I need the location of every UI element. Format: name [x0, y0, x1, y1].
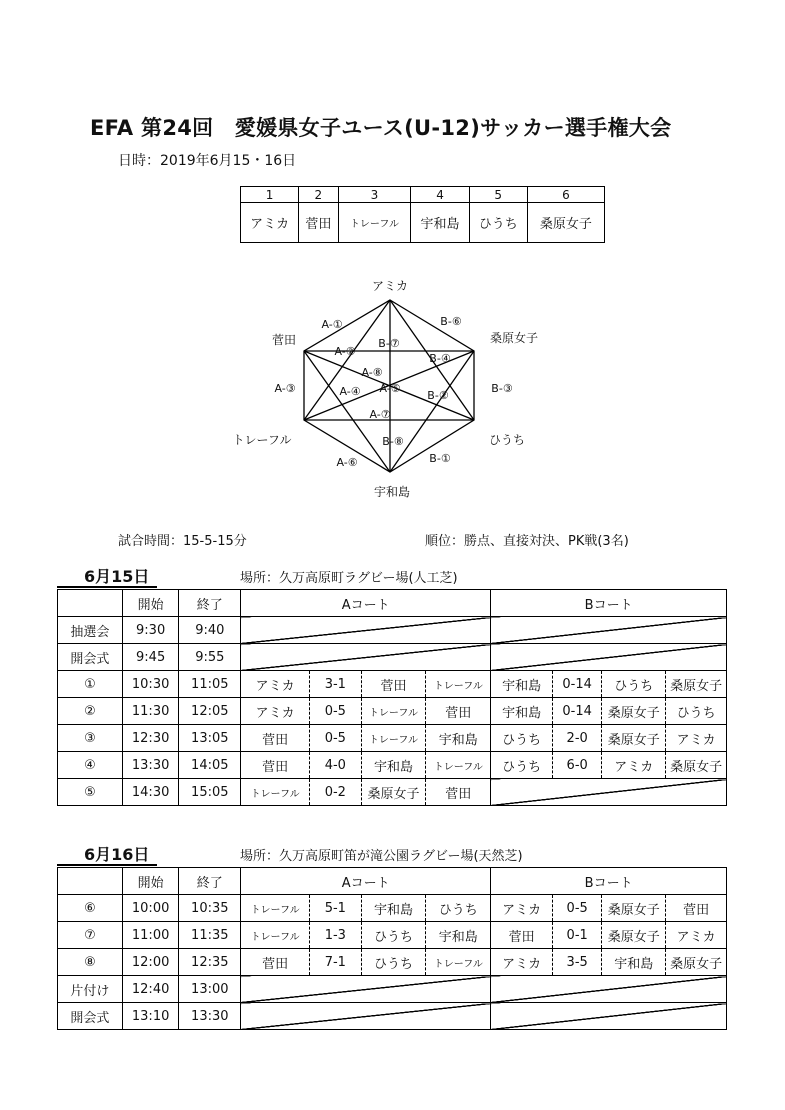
event-label: 抽選会	[58, 617, 123, 644]
diagram-match-label: A-⑧	[361, 366, 383, 379]
start-time: 9:45	[122, 644, 179, 671]
day2-venue: 場所：久万高原町笛が滝公園ラグビー場(天然芝)	[240, 849, 523, 864]
away-team: 宇和島	[361, 895, 426, 922]
diagram-match-label: A-⑦	[369, 408, 391, 421]
home-team: トレーフル	[241, 779, 310, 806]
day2-date-underline	[57, 864, 157, 866]
referee-team: ひうち	[426, 895, 491, 922]
home-team: 菅田	[241, 752, 310, 779]
home-team: ひうち	[491, 725, 553, 752]
home-team: アミカ	[491, 949, 553, 976]
table-row	[58, 976, 727, 1003]
diagram-match-label: A-⑥	[336, 456, 358, 469]
start-time: 12:40	[122, 976, 179, 1003]
empty-slash-cell	[491, 644, 727, 671]
table-row	[58, 698, 727, 725]
score: 5-1	[310, 895, 361, 922]
header-cell	[58, 590, 123, 617]
score: 0-1	[552, 922, 601, 949]
table-row	[58, 644, 727, 671]
score: 7-1	[310, 949, 361, 976]
score: 0-14	[552, 671, 601, 698]
team-number: 4	[411, 187, 469, 203]
empty-slash-cell	[241, 617, 491, 644]
referee-team: 菅田	[666, 895, 727, 922]
end-time: 11:05	[179, 671, 241, 698]
diagram-match-label: A-④	[339, 385, 361, 398]
start-time: 10:30	[122, 671, 179, 698]
diagram-team: 宇和島	[373, 485, 411, 499]
start-time: 14:30	[122, 779, 179, 806]
diagram-match-label: B-③	[491, 382, 513, 395]
diagram-match-label: A-③	[274, 382, 296, 395]
table-row	[58, 671, 727, 698]
header-start: 開始	[122, 590, 179, 617]
diagram-team: ひうち	[488, 433, 526, 447]
start-time: 11:00	[122, 922, 179, 949]
day1-date-underline	[57, 586, 157, 588]
away-team: 菅田	[361, 671, 426, 698]
diagram-match-label: A-②	[334, 345, 356, 358]
score: 3-5	[552, 949, 601, 976]
team-name: ひうち	[469, 203, 527, 243]
diagram-team: トレーフル	[232, 433, 292, 447]
diagram-match-label: B-⑦	[378, 337, 400, 350]
referee-team: 宇和島	[426, 922, 491, 949]
home-team: 宇和島	[491, 671, 553, 698]
table-row	[58, 779, 727, 806]
empty-slash-cell	[491, 617, 727, 644]
table-row	[58, 617, 727, 644]
end-time: 12:05	[179, 698, 241, 725]
score: 4-0	[310, 752, 361, 779]
table-row	[58, 725, 727, 752]
page-title: EFA 第24回 愛媛県女子ユース(U-12)サッカー選手権大会	[90, 116, 672, 140]
away-team: ひうち	[361, 949, 426, 976]
score: 3-1	[310, 671, 361, 698]
team-list-table	[240, 186, 605, 243]
away-team: トレーフル	[361, 725, 426, 752]
day1-venue: 場所：久万高原町ラグビー場(人工芝)	[240, 571, 458, 586]
home-team: ひうち	[491, 752, 553, 779]
match-number: ⑧	[58, 949, 123, 976]
referee-team: ひうち	[666, 698, 727, 725]
diagram-match-label: B-①	[429, 452, 451, 465]
table-row	[58, 752, 727, 779]
referee-team: 桑原女子	[666, 671, 727, 698]
league-diagram	[220, 272, 560, 507]
header-b-court: Bコート	[491, 868, 727, 895]
start-time: 12:00	[122, 949, 179, 976]
referee-team: 菅田	[426, 779, 491, 806]
diagram-team: 菅田	[271, 333, 297, 347]
diagram-team: 桑原女子	[489, 331, 539, 345]
table-header-row	[58, 868, 727, 895]
team-name: 桑原女子	[527, 203, 604, 243]
away-team: 桑原女子	[602, 698, 666, 725]
home-team: アミカ	[241, 671, 310, 698]
end-time: 15:05	[179, 779, 241, 806]
away-team: ひうち	[361, 922, 426, 949]
match-number: ③	[58, 725, 123, 752]
empty-slash-cell	[241, 976, 491, 1003]
referee-team: 菅田	[426, 698, 491, 725]
away-team: アミカ	[602, 752, 666, 779]
home-team: 菅田	[241, 725, 310, 752]
match-number: ④	[58, 752, 123, 779]
team-name: トレーフル	[338, 203, 411, 243]
event-label: 開会式	[58, 1003, 123, 1030]
start-time: 11:30	[122, 698, 179, 725]
team-number: 5	[469, 187, 527, 203]
day1-schedule-table	[57, 589, 727, 806]
home-team: 菅田	[491, 922, 553, 949]
empty-slash-cell	[241, 1003, 491, 1030]
start-time: 9:30	[122, 617, 179, 644]
home-team: 菅田	[241, 949, 310, 976]
away-team: トレーフル	[361, 698, 426, 725]
start-time: 10:00	[122, 895, 179, 922]
header-start: 開始	[122, 868, 179, 895]
start-time: 12:30	[122, 725, 179, 752]
header-end: 終了	[179, 590, 241, 617]
event-label: 開会式	[58, 644, 123, 671]
diagram-match-label: B-④	[429, 352, 451, 365]
end-time: 13:00	[179, 976, 241, 1003]
team-name: アミカ	[241, 203, 299, 243]
match-number: ⑦	[58, 922, 123, 949]
diagram-match-label: B-⑧	[382, 435, 404, 448]
match-number: ②	[58, 698, 123, 725]
end-time: 9:40	[179, 617, 241, 644]
header-a-court: Aコート	[241, 868, 491, 895]
table-row	[58, 895, 727, 922]
diagram-team: アミカ	[371, 279, 409, 293]
diagram-match-label: B-⑥	[440, 315, 462, 328]
match-number: ⑥	[58, 895, 123, 922]
home-team: 宇和島	[491, 698, 553, 725]
event-label: 片付け	[58, 976, 123, 1003]
end-time: 10:35	[179, 895, 241, 922]
referee-team: トレーフル	[426, 949, 491, 976]
header-end: 終了	[179, 868, 241, 895]
team-number: 1	[241, 187, 299, 203]
end-time: 13:30	[179, 1003, 241, 1030]
event-date: 日時：2019年6月15・16日	[118, 153, 297, 169]
match-number: ⑤	[58, 779, 123, 806]
away-team: 宇和島	[361, 752, 426, 779]
match-time-info: 試合時間：15-5-15分	[118, 534, 247, 549]
score: 0-5	[552, 895, 601, 922]
team-number: 2	[299, 187, 338, 203]
home-team: アミカ	[241, 698, 310, 725]
home-team: トレーフル	[241, 922, 310, 949]
score: 1-3	[310, 922, 361, 949]
team-name: 菅田	[299, 203, 338, 243]
referee-team: トレーフル	[426, 671, 491, 698]
empty-slash-cell	[241, 644, 491, 671]
empty-slash-cell	[491, 1003, 727, 1030]
score: 0-2	[310, 779, 361, 806]
end-time: 9:55	[179, 644, 241, 671]
score: 2-0	[552, 725, 601, 752]
table-row	[58, 949, 727, 976]
diagram-match-label: B-②	[427, 389, 449, 402]
team-number: 3	[338, 187, 411, 203]
start-time: 13:30	[122, 752, 179, 779]
empty-slash-cell	[491, 976, 727, 1003]
start-time: 13:10	[122, 1003, 179, 1030]
header-b-court: Bコート	[491, 590, 727, 617]
referee-team: 桑原女子	[666, 949, 727, 976]
away-team: 桑原女子	[602, 725, 666, 752]
empty-slash-cell	[491, 779, 727, 806]
end-time: 13:05	[179, 725, 241, 752]
away-team: 桑原女子	[361, 779, 426, 806]
end-time: 12:35	[179, 949, 241, 976]
header-a-court: Aコート	[241, 590, 491, 617]
day1-date: 6月15日	[84, 567, 150, 586]
referee-team: アミカ	[666, 922, 727, 949]
diagram-match-label: A-①	[321, 318, 343, 331]
table-header-row	[58, 590, 727, 617]
table-row	[58, 1003, 727, 1030]
away-team: 宇和島	[602, 949, 666, 976]
team-number: 6	[527, 187, 604, 203]
referee-team: アミカ	[666, 725, 727, 752]
referee-team: 桑原女子	[666, 752, 727, 779]
score: 6-0	[552, 752, 601, 779]
ranking-info: 順位：勝点、直接対決、PK戦(3名)	[425, 534, 629, 549]
away-team: ひうち	[602, 671, 666, 698]
end-time: 11:35	[179, 922, 241, 949]
away-team: 桑原女子	[602, 922, 666, 949]
team-name: 宇和島	[411, 203, 469, 243]
table-row	[58, 922, 727, 949]
referee-team: 宇和島	[426, 725, 491, 752]
end-time: 14:05	[179, 752, 241, 779]
away-team: 桑原女子	[602, 895, 666, 922]
score: 0-5	[310, 698, 361, 725]
match-number: ①	[58, 671, 123, 698]
score: 0-5	[310, 725, 361, 752]
diagram-match-label: A-⑤	[379, 382, 401, 395]
home-team: トレーフル	[241, 895, 310, 922]
header-cell	[58, 868, 123, 895]
score: 0-14	[552, 698, 601, 725]
home-team: アミカ	[491, 895, 553, 922]
day2-schedule-table	[57, 867, 727, 1030]
day2-date: 6月16日	[84, 845, 150, 864]
referee-team: トレーフル	[426, 752, 491, 779]
